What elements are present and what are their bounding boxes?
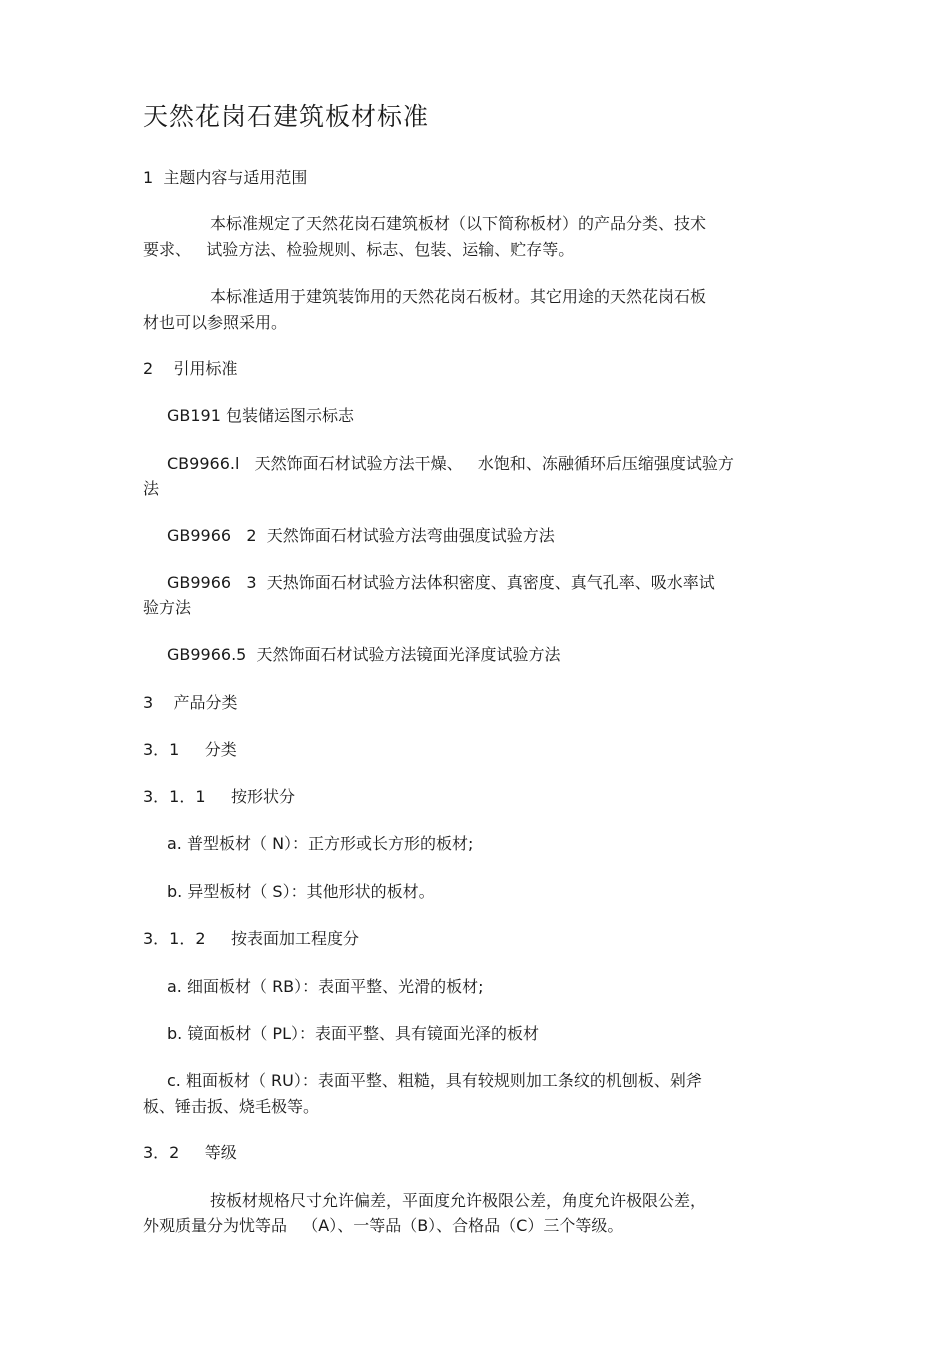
paragraph-line: 要求、 试验方法、检验规则、标志、包装、运输、贮存等。 — [143, 240, 575, 259]
reference-item-continuation: 验方法 — [143, 598, 192, 617]
list-item: a. 细面板材（ RB）：表面平整、光滑的板材; — [167, 977, 484, 996]
document-title: 天然花岗石建筑板材标准 — [143, 102, 430, 131]
list-item-continuation: 板、锤击扳、烧毛极等。 — [143, 1097, 320, 1116]
section-2-heading: 2 引用标准 — [143, 359, 238, 378]
reference-item: GB9966 3 天热饰面石材试验方法体积密度、真密度、真气孔率、吸水率试 — [167, 573, 715, 592]
list-item: c. 粗面板材（ RU）：表面平整、粗糙，具有较规则加工条纹的机刨板、剁斧 — [167, 1071, 702, 1090]
section-3-1-1-heading: 3．1．1 按形状分 — [143, 787, 295, 806]
section-3-1-2-heading: 3．1．2 按表面加工程度分 — [143, 929, 359, 948]
paragraph-line: 本标准适用于建筑装饰用的天然花岗石板材。其它用途的天然花岗石板 — [210, 287, 707, 306]
list-item: b. 镜面板材（ PL）：表面平整、具有镜面光泽的板材 — [167, 1024, 539, 1043]
paragraph-line: 外观质量分为忧等品 （A）、一等品（B）、合格品（C）三个等级。 — [143, 1216, 624, 1235]
section-3-2-heading: 3．2 等级 — [143, 1143, 237, 1162]
reference-item: GB9966 2 天然饰面石材试验方法弯曲强度试验方法 — [167, 526, 555, 545]
paragraph-line: 按板材规格尺寸允许偏差，平面度允许极限公差，角度允许极限公差， — [210, 1191, 707, 1210]
list-item: b. 异型板材（ S）：其他形状的板材。 — [167, 882, 435, 901]
section-3-1-heading: 3．1 分类 — [143, 740, 237, 759]
paragraph-line: 材也可以参照采用。 — [143, 313, 288, 332]
paragraph-line: 本标准规定了天然花岗石建筑板材（以下简称板材）的产品分类、技术 — [210, 214, 707, 233]
reference-item: CB9966.l 天然饰面石材试验方法干燥、 水饱和、冻融循环后压缩强度试验方 — [167, 454, 734, 473]
list-item: a. 普型板材（ N）：正方形或长方形的板材; — [167, 834, 474, 853]
reference-item-continuation: 法 — [143, 479, 160, 498]
reference-item: GB9966.5 天然饰面石材试验方法镜面光泽度试验方法 — [167, 645, 561, 664]
section-1-heading: 1 主题内容与适用范围 — [143, 168, 308, 187]
section-3-heading: 3 产品分类 — [143, 693, 238, 712]
reference-item: GB191 包装储运图示标志 — [167, 406, 355, 425]
